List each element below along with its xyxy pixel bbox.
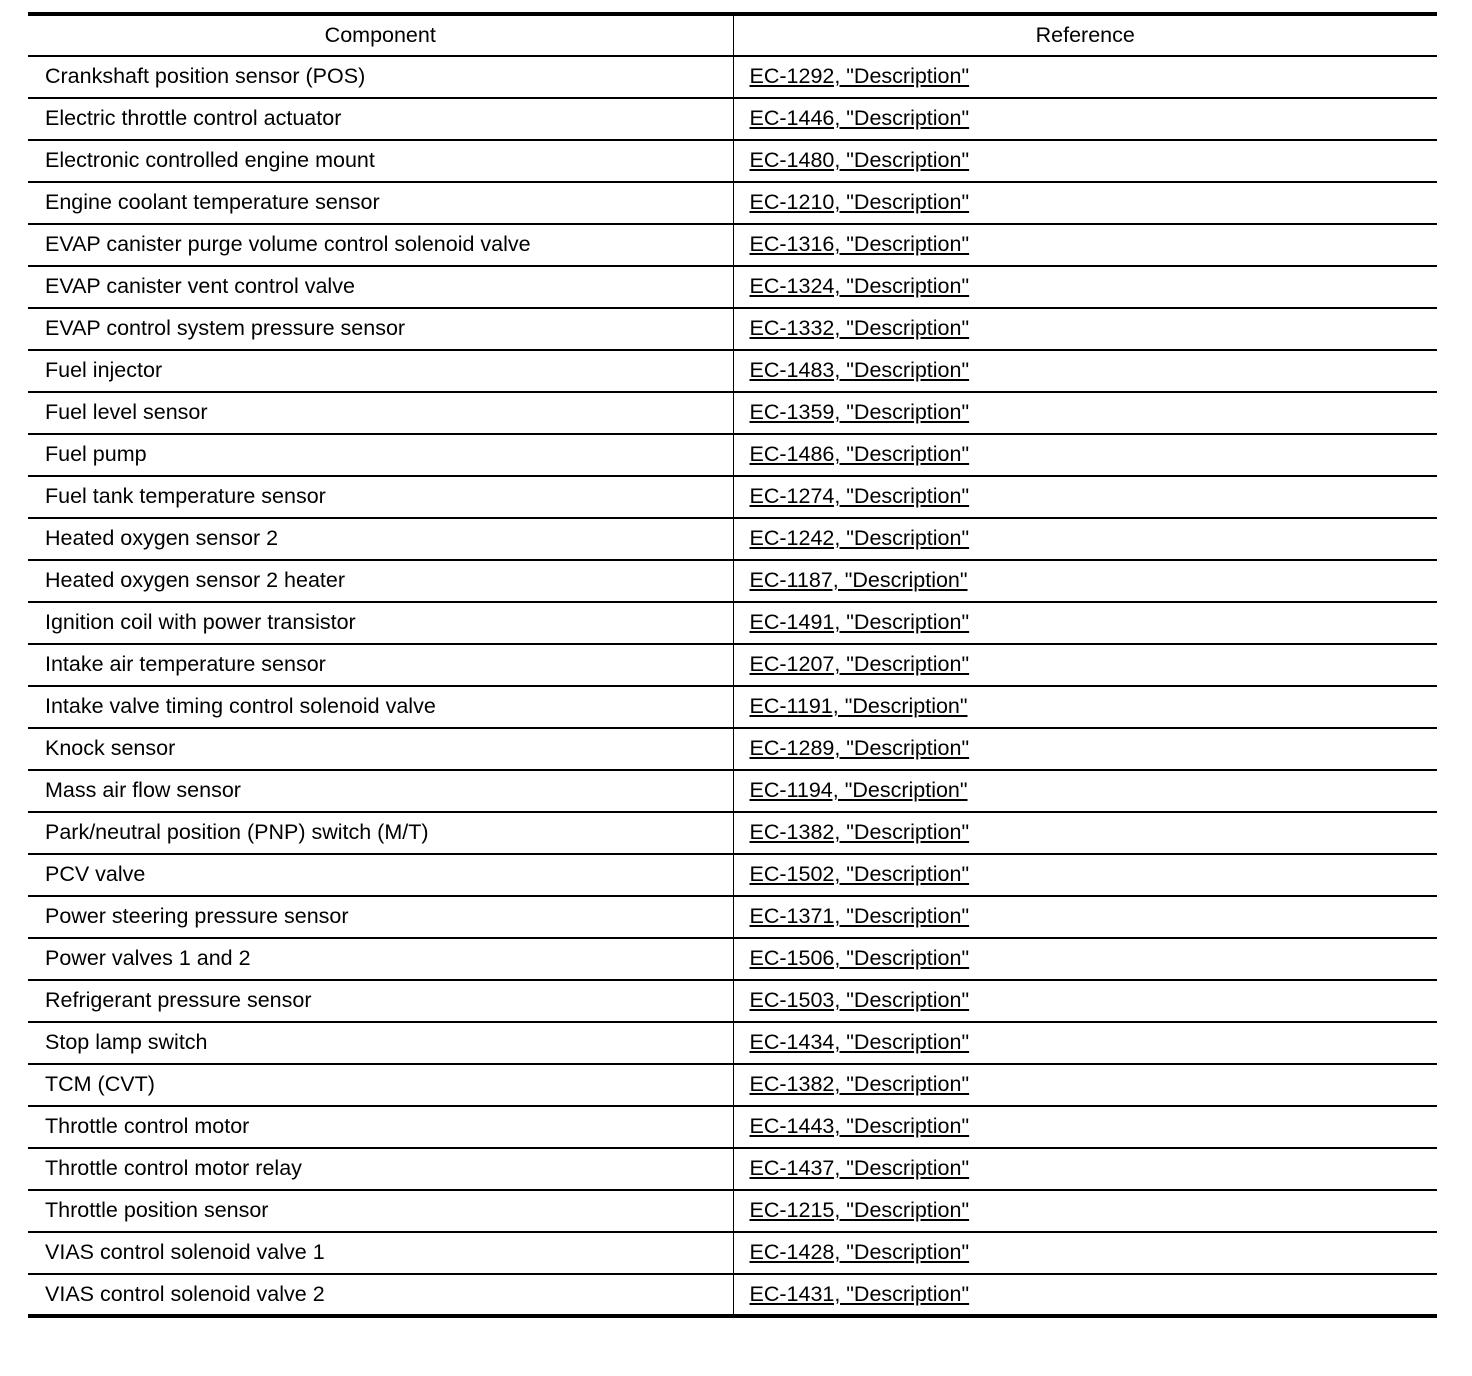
- reference-cell: [733, 1190, 1437, 1232]
- table-row: [28, 434, 1437, 476]
- table-row: [28, 350, 1437, 392]
- reference-cell: [733, 350, 1437, 392]
- reference-link[interactable]: EC-1324, "Description": [749, 274, 970, 299]
- component-cell: VIAS control solenoid valve 1: [28, 1232, 733, 1274]
- table-row: [28, 392, 1437, 434]
- table-row: [28, 1190, 1437, 1232]
- component-cell: Intake valve timing control solenoid valve: [28, 686, 733, 728]
- component-cell: Heated oxygen sensor 2: [28, 518, 733, 560]
- reference-link[interactable]: EC-1502, "Description": [749, 862, 970, 887]
- reference-link[interactable]: EC-1491, "Description": [749, 610, 970, 635]
- reference-link[interactable]: EC-1446, "Description": [749, 106, 970, 131]
- reference-link[interactable]: EC-1506, "Description": [749, 946, 970, 971]
- reference-link[interactable]: EC-1503, "Description": [749, 988, 970, 1013]
- reference-cell: [733, 308, 1437, 350]
- reference-link[interactable]: EC-1382, "Description": [749, 1072, 970, 1097]
- component-cell: Power steering pressure sensor: [28, 896, 733, 938]
- component-cell: Park/neutral position (PNP) switch (M/T): [28, 812, 733, 854]
- reference-cell: [733, 224, 1437, 266]
- reference-cell: [733, 686, 1437, 728]
- component-cell: Heated oxygen sensor 2 heater: [28, 560, 733, 602]
- table-row: [28, 308, 1437, 350]
- reference-column-header: Reference: [1035, 22, 1135, 47]
- reference-link[interactable]: EC-1194, "Description": [749, 778, 968, 803]
- table-row: [28, 476, 1437, 518]
- reference-link[interactable]: EC-1443, "Description": [749, 1114, 970, 1139]
- reference-cell: [733, 938, 1437, 980]
- reference-cell: [733, 1148, 1437, 1190]
- reference-cell: [733, 98, 1437, 140]
- table-row: [28, 812, 1437, 854]
- reference-link[interactable]: EC-1359, "Description": [749, 400, 970, 425]
- reference-link[interactable]: EC-1480, "Description": [749, 148, 970, 173]
- table-row: [28, 56, 1437, 98]
- component-cell: Knock sensor: [28, 728, 733, 770]
- component-cell: EVAP control system pressure sensor: [28, 308, 733, 350]
- reference-link[interactable]: EC-1382, "Description": [749, 820, 970, 845]
- table-row: [28, 854, 1437, 896]
- component-cell: Fuel level sensor: [28, 392, 733, 434]
- reference-cell: [733, 728, 1437, 770]
- component-cell: Electric throttle control actuator: [28, 98, 733, 140]
- component-cell: Refrigerant pressure sensor: [28, 980, 733, 1022]
- component-column-header: Component: [28, 14, 733, 56]
- reference-cell: [733, 56, 1437, 98]
- reference-link[interactable]: EC-1437, "Description": [749, 1156, 970, 1181]
- table-row: [28, 728, 1437, 770]
- reference-cell: [733, 476, 1437, 518]
- component-cell: EVAP canister purge volume control solenoid valve: [28, 224, 733, 266]
- component-cell: Throttle position sensor: [28, 1190, 733, 1232]
- reference-link[interactable]: EC-1371, "Description": [749, 904, 970, 929]
- table-row: [28, 266, 1437, 308]
- table-row: [28, 1064, 1437, 1106]
- component-cell: EVAP canister vent control valve: [28, 266, 733, 308]
- component-cell: Engine coolant temperature sensor: [28, 182, 733, 224]
- component-cell: Throttle control motor relay: [28, 1148, 733, 1190]
- component-cell: Mass air flow sensor: [28, 770, 733, 812]
- reference-link[interactable]: EC-1215, "Description": [749, 1198, 970, 1223]
- reference-link[interactable]: EC-1332, "Description": [749, 316, 970, 341]
- table-row: [28, 518, 1437, 560]
- table-row: [28, 1148, 1437, 1190]
- reference-link[interactable]: EC-1431, "Description": [749, 1281, 970, 1306]
- table-row: [28, 98, 1437, 140]
- reference-link[interactable]: EC-1274, "Description": [749, 484, 970, 509]
- component-cell: Power valves 1 and 2: [28, 938, 733, 980]
- reference-link[interactable]: EC-1210, "Description": [749, 190, 970, 215]
- reference-link[interactable]: EC-1289, "Description": [749, 736, 970, 761]
- reference-cell: [733, 1106, 1437, 1148]
- table-row: [28, 980, 1437, 1022]
- component-cell: Intake air temperature sensor: [28, 644, 733, 686]
- component-cell: Electronic controlled engine mount: [28, 140, 733, 182]
- table-row: [28, 686, 1437, 728]
- reference-link[interactable]: EC-1434, "Description": [749, 1030, 970, 1055]
- reference-cell: [733, 560, 1437, 602]
- component-cell: Fuel tank temperature sensor: [28, 476, 733, 518]
- reference-cell: [733, 266, 1437, 308]
- reference-cell: [733, 1232, 1437, 1274]
- table-header-row: [28, 14, 1437, 56]
- reference-cell: [733, 602, 1437, 644]
- reference-link[interactable]: EC-1486, "Description": [749, 442, 970, 467]
- reference-cell: [733, 1064, 1437, 1106]
- table-row: [28, 1106, 1437, 1148]
- table-row: [28, 938, 1437, 980]
- component-cell: PCV valve: [28, 854, 733, 896]
- table-row: [28, 644, 1437, 686]
- reference-cell: [733, 644, 1437, 686]
- component-cell: TCM (CVT): [28, 1064, 733, 1106]
- component-cell: Crankshaft position sensor (POS): [28, 56, 733, 98]
- reference-cell: [733, 1022, 1437, 1064]
- reference-link[interactable]: EC-1483, "Description": [749, 358, 970, 383]
- reference-cell: [733, 1274, 1437, 1316]
- component-cell: Fuel injector: [28, 350, 733, 392]
- component-cell: Stop lamp switch: [28, 1022, 733, 1064]
- reference-cell: [733, 812, 1437, 854]
- table-row: [28, 602, 1437, 644]
- table-body: [28, 56, 1437, 1316]
- reference-link[interactable]: EC-1187, "Description": [749, 568, 968, 593]
- reference-link[interactable]: EC-1292, "Description": [749, 64, 970, 89]
- reference-cell: [733, 980, 1437, 1022]
- table-row: [28, 140, 1437, 182]
- table-row: [28, 896, 1437, 938]
- component-cell: Fuel pump: [28, 434, 733, 476]
- table-row: [28, 182, 1437, 224]
- reference-link[interactable]: EC-1191, "Description": [749, 694, 968, 719]
- component-cell: Throttle control motor: [28, 1106, 733, 1148]
- reference-cell: [733, 770, 1437, 812]
- reference-cell: [733, 434, 1437, 476]
- table-row: [28, 560, 1437, 602]
- component-cell: VIAS control solenoid valve 2: [28, 1274, 733, 1316]
- reference-cell: [733, 140, 1437, 182]
- table-row: [28, 1232, 1437, 1274]
- table-row: [28, 1022, 1437, 1064]
- reference-link[interactable]: EC-1207, "Description": [749, 652, 970, 677]
- reference-cell: [733, 182, 1437, 224]
- reference-link[interactable]: EC-1242, "Description": [749, 526, 970, 551]
- reference-link[interactable]: EC-1316, "Description": [749, 232, 970, 257]
- reference-cell: [733, 392, 1437, 434]
- component-reference-table: [28, 12, 1437, 1318]
- reference-cell: [733, 854, 1437, 896]
- reference-cell: [733, 896, 1437, 938]
- reference-cell: [733, 518, 1437, 560]
- component-cell: Ignition coil with power transistor: [28, 602, 733, 644]
- table-row: [28, 1274, 1437, 1316]
- table-row: [28, 224, 1437, 266]
- table-row: [28, 770, 1437, 812]
- reference-link[interactable]: EC-1428, "Description": [749, 1240, 970, 1265]
